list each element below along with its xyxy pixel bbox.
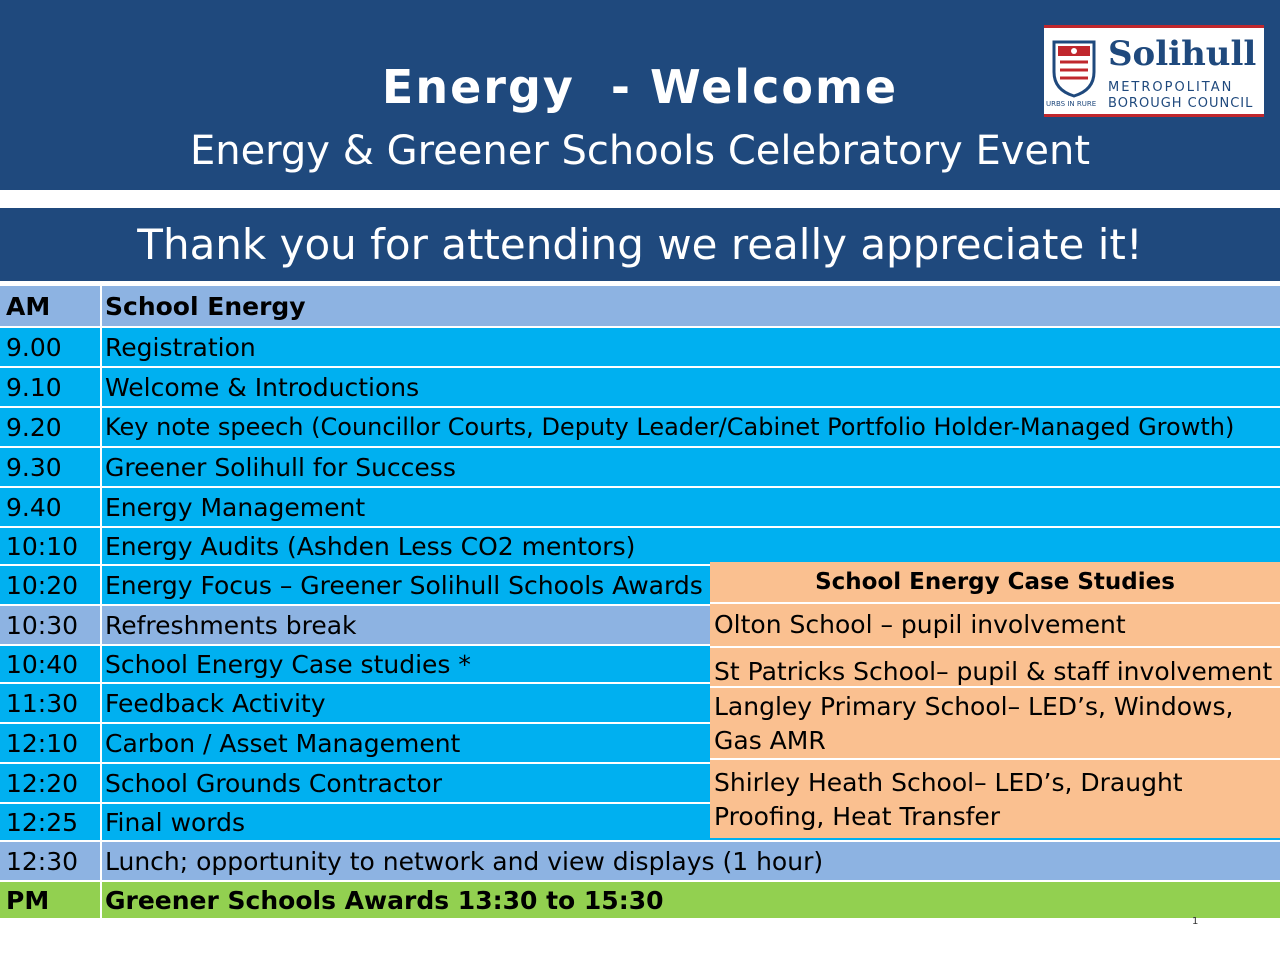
row-item: School Energy Case studies * — [105, 649, 471, 679]
row-time: 9.10 — [6, 372, 62, 402]
row-item: Registration — [105, 332, 256, 362]
case-study-item: Olton School – pupil involvement — [710, 602, 1280, 646]
row-item: Carbon / Asset Management — [105, 728, 461, 758]
row-time: 10:30 — [6, 610, 79, 640]
page-number: 1 — [1192, 916, 1199, 927]
row-item: Energy Management — [105, 492, 366, 522]
table-row — [0, 368, 1280, 406]
case-studies-title: School Energy Case Studies — [815, 569, 1175, 595]
table-footer-row — [0, 882, 1280, 918]
table-header-row — [0, 286, 1280, 326]
row-time: 9.00 — [6, 332, 62, 362]
header-item: School Energy — [105, 291, 306, 321]
row-time: 9.30 — [6, 452, 62, 482]
table-row — [0, 842, 1280, 880]
case-study-item: St Patricks School– pupil & staff involvement — [710, 646, 1280, 686]
row-time: 9.40 — [6, 492, 62, 522]
table-row — [0, 448, 1280, 486]
row-time: 12:25 — [6, 807, 79, 837]
table-row — [0, 328, 1280, 366]
row-time: 10:10 — [6, 531, 79, 561]
footer-time: PM — [6, 885, 50, 915]
row-time: 12:10 — [6, 728, 79, 758]
table-row — [0, 528, 1280, 564]
row-item: Lunch; opportunity to network and view displays (1 hour) — [105, 846, 824, 876]
column-divider — [100, 285, 102, 920]
row-time: 9.20 — [6, 412, 62, 442]
case-study-item: Shirley Heath School– LED’s, Draught Proofing, Heat Transfer — [710, 758, 1280, 838]
logo-line-1: METROPOLITAN — [1108, 80, 1234, 95]
row-time: 11:30 — [6, 688, 79, 718]
row-time: 10:40 — [6, 649, 79, 679]
logo-motto: URBS IN RURE — [1046, 100, 1097, 108]
header-bar — [0, 0, 1280, 190]
thank-you-banner: Thank you for attending we really appreciate it! — [0, 208, 1280, 281]
case-study-item: Langley Primary School– LED’s, Windows, Gas AMR — [710, 686, 1280, 758]
page-subtitle: Energy & Greener Schools Celebratory Event — [189, 128, 1091, 174]
table-row — [0, 408, 1280, 446]
row-item: Welcome & Introductions — [105, 372, 420, 402]
row-item: Feedback Activity — [105, 688, 326, 718]
case-studies-panel — [710, 562, 1280, 838]
row-item: School Grounds Contractor — [105, 768, 442, 798]
row-time: 12:30 — [6, 846, 79, 876]
council-logo — [1044, 25, 1264, 117]
logo-name: Solihull — [1108, 34, 1257, 74]
page-title: Energy - Welcome — [381, 60, 899, 114]
row-item: Energy Audits (Ashden Less CO2 mentors) — [105, 531, 636, 561]
table-row — [0, 488, 1280, 526]
header-time: AM — [6, 291, 51, 321]
crest-icon — [1050, 38, 1098, 98]
footer-item: Greener Schools Awards 13:30 to 15:30 — [105, 885, 664, 915]
row-item: Refreshments break — [105, 610, 357, 640]
row-time: 10:20 — [6, 570, 79, 600]
row-item: Greener Solihull for Success — [105, 452, 456, 482]
row-time: 12:20 — [6, 768, 79, 798]
logo-line-2: BOROUGH COUNCIL — [1108, 96, 1254, 111]
row-item: Final words — [105, 807, 246, 837]
row-item: Energy Focus – Greener Solihull Schools Awards — [105, 570, 703, 600]
row-item: Key note speech (Councillor Courts, Deputy Leader/Cabinet Portfolio Holder-Managed Growth) — [105, 413, 1235, 441]
